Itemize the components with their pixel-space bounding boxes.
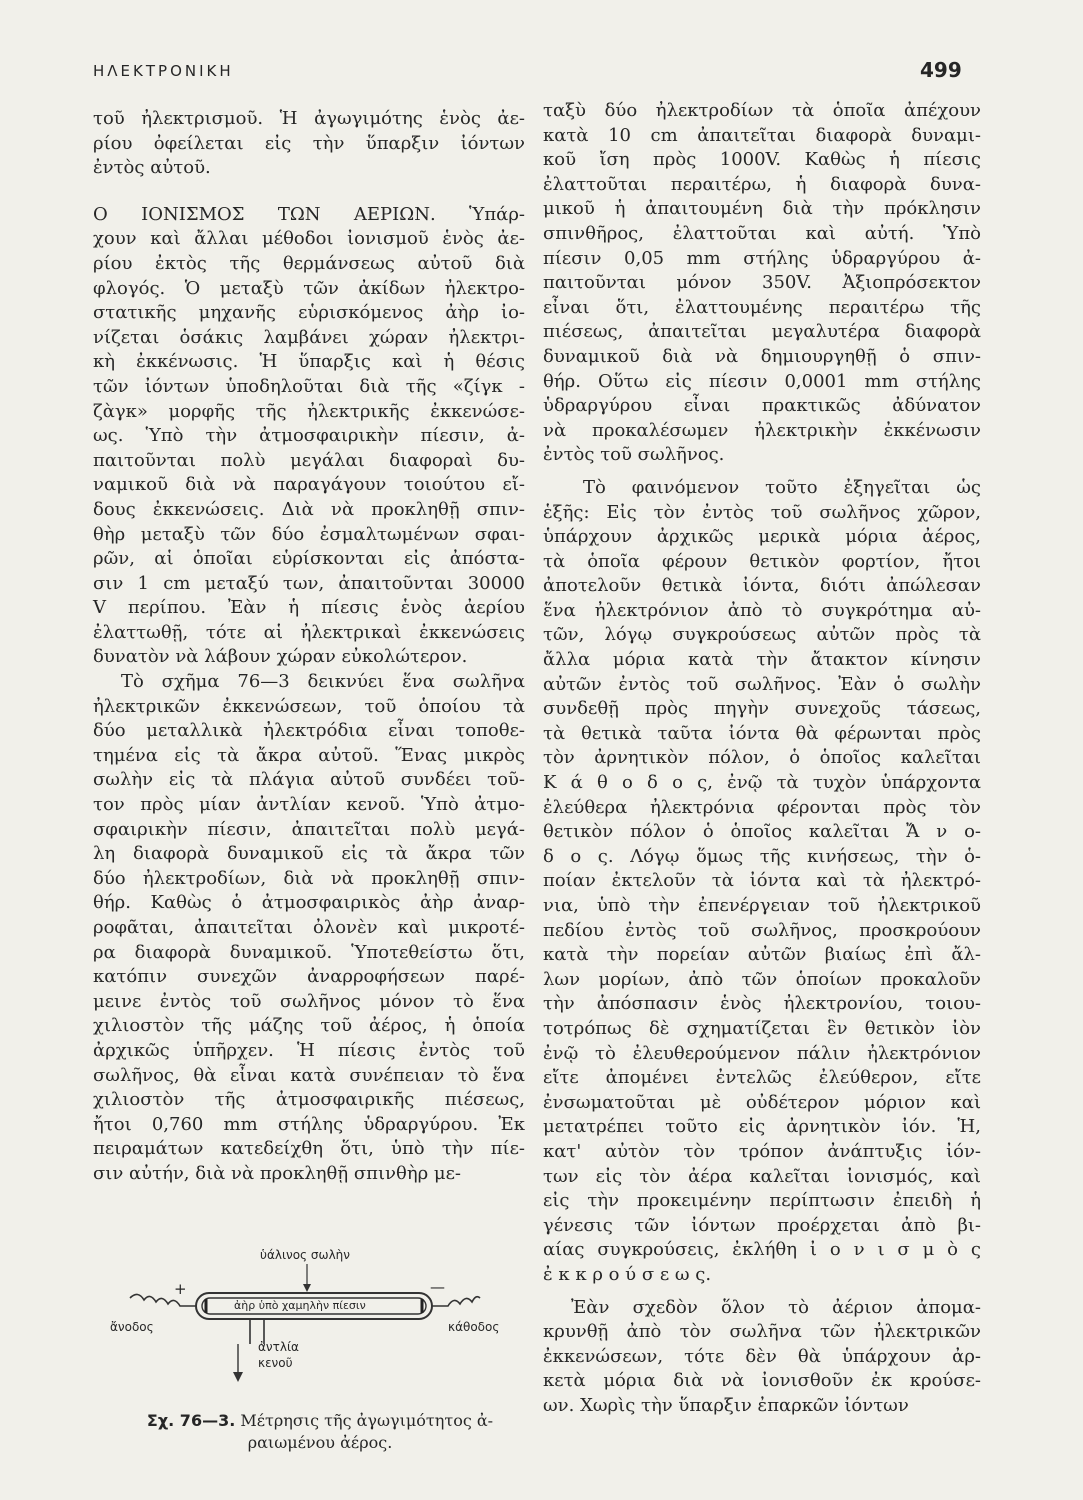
label-glass-tube: ὑάλινος σωλὴν (260, 1248, 350, 1262)
text-line: δύο μεταλλικὰ ἠλεκτρόδια εἶναι τοποθε- (93, 720, 525, 742)
text-line: χουν καὶ ἄλλαι μέθοδοι ἰονισμοῦ ἑνὸς ἀε- (93, 228, 525, 250)
text-line: ρίου ἐκτὸς τῆς θερμάνσεως αὐτοῦ διὰ (93, 252, 525, 274)
text-line: V περίπου. Ἐὰν ἡ πίεσις ἑνὸς ἀερίου (93, 597, 525, 619)
label-minus-sign: — (430, 1278, 445, 1296)
section-heading-line: Ο ΙΟΝΙΣΜΟΣ ΤΩΝ ΑΕΡΙΩΝ. Ὑπάρ- (93, 203, 525, 225)
text-line: παιτοῦνται μόνον 350V. Ἀξιοπρόσεκτον (543, 272, 981, 294)
text-line: ρα διαφορὰ δυναμικοῦ. Ὑποτεθείστω ὅτι, (93, 941, 525, 963)
text-line: ἐνσωματοῦται μὲ οὐδέτερον μόριον καὶ (543, 1091, 981, 1113)
text-line: Κ ά θ ο δ ο ς, ἐνῷ τὰ τυχὸν ὑπάρχοντα (543, 772, 981, 794)
text-line: χιλιοστὸν τῆς ἀτμοσφαιρικῆς πιέσεως, (93, 1089, 525, 1111)
text-line: ροφᾶται, ἀπαιτεῖται ὀλονὲν καὶ μικροτέ- (93, 917, 525, 938)
text-line: των εἰς τὸν ἀέρα καλεῖται ἰονισμός, καὶ (543, 1165, 981, 1187)
text-line: Τὸ φαινόμενον τοῦτο ἐξηγεῖται ὡς (583, 476, 981, 498)
text-line: χιλιοστὸν τῆς μάζης τοῦ ἀέρος, ἡ ὁποία (93, 1015, 525, 1037)
text-line: Τὸ σχῆμα 76—3 δεικνύει ἕνα σωλῆνα (121, 671, 525, 693)
text-line: νὰ προκαλέσωμεν ἠλεκτρικὴν ἐκκένωσιν (543, 419, 981, 441)
text-line: κοῦ ἴση πρὸς 1000V. Καθὼς ἡ πίεσις (543, 149, 981, 171)
text-line: ἀποτελοῦν θετικὰ ἰόντα, διότι ἀπώλεσαν (543, 575, 981, 597)
text-line: ἐλαττοῦται περαιτέρω, ἡ διαφορὰ δυνα- (543, 173, 981, 195)
text-line: ρίου ὀφείλεται εἰς τὴν ὕπαρξιν ἰόντων (93, 132, 525, 154)
text-line: κατόπιν συνεχῶν ἀναρροφήσεων παρέ- (93, 966, 525, 988)
text-line: ὑπάρχουν ἀρχικῶς μερικὰ μόρια ἀέρος, (543, 526, 981, 548)
text-line: ἐνῷ τὸ ἐλευθερούμενον πάλιν ἠλεκτρόνιον (543, 1042, 981, 1064)
text-line: εἴτε ἀπομένει ἐντελῶς ἐλεύθερον, εἴτε (543, 1067, 981, 1089)
text-line: εἶναι ὅτι, ἐλαττουμένης περαιτέρω τῆς (543, 296, 981, 318)
text-line: ἐκκενώσεων, τότε δὲν θὰ ὑπάρχουν ἀρ- (543, 1345, 981, 1367)
text-line: τοτρόπως δὲ σχηματίζεται ἓν θετικὸν ἰὸν (543, 1017, 981, 1039)
text-line: θετικὸν πόλον ὁ ὁποῖος καλεῖται Ἄ ν ο- (543, 821, 981, 843)
text-line: θήρ. Οὕτω εἰς πίεσιν 0,0001 mm στήλης (543, 370, 981, 392)
text-line: ἐλαττωθῇ, τότε αἱ ἠλεκτρικαὶ ἐκκενώσεις (93, 621, 525, 643)
text-line: γένεσις τῶν ἰόντων προέρχεται ἀπὸ βι- (543, 1214, 981, 1236)
text-line: πεδίου ἐντὸς τοῦ σωλῆνος, προσκρούουν (543, 919, 981, 941)
label-plus-sign: + (174, 1280, 187, 1298)
left-column (93, 107, 525, 1187)
text-line: στατικῆς μηχανῆς εὑρισκόμενος ἀὴρ ἰο- (93, 302, 525, 324)
label-anode: ἄνοδος (110, 1320, 154, 1334)
tube-pointer-head (303, 1284, 311, 1292)
text-line: λη διαφορὰ δυναμικοῦ εἰς τὰ ἄκρα τῶν (93, 843, 525, 865)
text-line: τῶν, λόγῳ συγκρούσεως αὐτῶν πρὸς τὰ (543, 624, 981, 646)
figure-discharge-tube (108, 1248, 528, 1408)
text-line: σιν 1 cm μεταξύ των, ἀπαιτοῦνται 30000 (93, 572, 525, 594)
label-pump-line2: κενοῦ (258, 1356, 293, 1370)
text-line: μετατρέπει τοῦτο εἰς ἀρνητικὸν ἰόν. Ἡ, (543, 1116, 981, 1138)
text-line: ναμικοῦ διὰ νὰ παραγάγουν τοιούτου εἴ- (93, 474, 525, 496)
text-line: ων. Χωρὶς τὴν ὕπαρξιν ἐπαρκῶν ἰόντων (543, 1394, 909, 1416)
text-line: δύο ἠλεκτροδίων, διὰ νὰ προκληθῇ σπιν- (93, 867, 525, 889)
text-line: ὑδραργύρου εἶναι πρακτικῶς ἀδύνατον (543, 395, 981, 417)
text-line: κρυνθῇ ἀπὸ τὸν σωλῆνα τῶν ἠλεκτρικῶν (543, 1321, 981, 1343)
running-title: ΗΛΕΚΤΡΟΝΙΚΗ (93, 62, 234, 80)
text-line: συνδεθῇ πρὸς πηγὴν συνεχοῦς τάσεως, (543, 698, 981, 720)
text-line: ἠλεκτρικῶν ἐκκενώσεων, τοῦ ὁποίου τὰ (93, 695, 525, 717)
text-line: κετὰ μόρια διὰ νὰ ἰονισθοῦν ἐκ κρούσε- (543, 1370, 981, 1392)
text-line: δους ἐκκενώσεις. Διὰ νὰ προκληθῇ σπιν- (93, 498, 525, 520)
caption-text-2: ραιωμένου ἀέρος. (247, 1433, 393, 1452)
text-line: ἑξῆς: Εἰς τὸν ἐντὸς τοῦ σωλῆνος χῶρον, (543, 501, 981, 523)
text-line: τημένα εἰς τὰ ἄκρα αὐτοῦ. Ἕνας μικρὸς (93, 744, 525, 766)
text-line: παιτοῦνται πολὺ μεγάλαι διαφοραὶ δυ- (93, 449, 525, 471)
text-line: δυναμικοῦ διὰ νὰ δημιουργηθῇ ὁ σπιν- (543, 345, 981, 367)
right-column (543, 99, 981, 1418)
text-line: σπινθῆρος, ἐλαττοῦται καὶ αὐτή. Ὑπὸ (543, 222, 981, 244)
text-line: ἀρχικῶς ὑπῆρχεν. Ἡ πίεσις ἐντὸς τοῦ (93, 1039, 525, 1061)
text-line: σιν αὐτήν, διὰ νὰ προκληθῇ σπινθὴρ με- (93, 1162, 462, 1184)
text-line: αὐτῶν ἐντὸς τοῦ σωλῆνος. Ἐὰν ὁ σωλὴν (543, 673, 981, 695)
text-line: ἕνα ἠλεκτρόνιον ἀπὸ τὸ συγκρότημα αὐ- (543, 599, 981, 621)
pump-arrow-head (233, 1372, 243, 1382)
text-line: τὰ ὁποῖα φέρουν θετικὸν φορτίον, ἤτοι (543, 550, 981, 572)
text-line: δ ο ς. Λόγῳ ὅμως τῆς κινήσεως, τὴν ὁ- (543, 845, 981, 867)
text-line: τὴν ἀπόσπασιν ἑνὸς ἠλεκτρονίου, τοιου- (543, 993, 981, 1015)
caption-number: Σχ. 76—3. (146, 1411, 236, 1430)
caption-text-1: Μέτρησις τῆς ἀγωγιμότητος ἀ- (240, 1411, 494, 1430)
label-cathode: κάθοδος (448, 1320, 500, 1334)
cathode-wire (432, 1297, 480, 1306)
figure-caption (110, 1410, 530, 1454)
text-line: κὴ ἐκκένωσις. Ἡ ὕπαρξις καὶ ἡ θέσις (93, 351, 525, 373)
text-line: κατὰ 10 cm ἀπαιτεῖται διαφορὰ δυναμι- (543, 124, 981, 146)
text-line: ἄλλα μόρια κατὰ τὴν ἄτακτον κίνησιν (543, 649, 981, 671)
text-line: εἰς τὴν προκειμένην περίπτωσιν ἐπειδὴ ἡ (543, 1190, 981, 1212)
text-line: ως. Ὑπὸ τὴν ἀτμοσφαιρικὴν πίεσιν, ἀ- (93, 425, 525, 447)
text-line: νίζεται ὁσάκις λαμβάνει χώραν ἠλεκτρι- (93, 326, 525, 348)
text-line: πίεσιν 0,05 mm στήλης ὑδραργύρου ἀ- (543, 247, 981, 269)
text-line: ταξὺ δύο ἠλεκτροδίων τὰ ὁποῖα ἀπέχουν (543, 100, 981, 121)
text-line: τῶν ἰόντων ὑποδηλοῦται διὰ τῆς «ζίγκ - (93, 375, 525, 397)
text-line: Ἐὰν σχεδὸν ὅλον τὸ ἀέριον ἀπομα- (571, 1296, 981, 1318)
text-line: κατὰ τὴν πορείαν αὐτῶν βιαίως ἐπὶ ἄλ- (543, 944, 981, 966)
text-line: λων μορίων, ἀπὸ τῶν ὁποίων προκαλοῦν (543, 968, 981, 990)
page-number: 499 (920, 58, 962, 82)
text-line: αίας συγκρούσεις, ἐκλήθη ἰ ο ν ι σ μ ὸ ς (543, 1239, 981, 1261)
text-line: ζὰγκ» μορφῆς τῆς ἠλεκτρικῆς ἐκκενώσε- (93, 400, 525, 422)
text-line: κατ' αὐτὸν τὸν τρόπον ἀνάπτυξις ἰόν- (543, 1140, 981, 1162)
text-line: θήρ. Καθὼς ὁ ἀτμοσφαιρικὸς ἀὴρ ἀναρ- (93, 892, 525, 914)
text-line: σωλὴν εἰς τὰ πλάγια αὐτοῦ συνδέει τοῦ- (93, 769, 525, 791)
text-line: σωλῆνος, θὰ εἶναι κατὰ συνέπειαν τὸ ἕνα (93, 1064, 525, 1086)
text-line: πιέσεως, ἀπαιτεῖται μεγαλυτέρα διαφορὰ (543, 321, 981, 343)
text-line: ἤτοι 0,760 mm στήλης ὑδραργύρου. Ἐκ (93, 1113, 525, 1135)
text-line: τὸν ἀρνητικὸν πόλον, ὁ ὁποῖος καλεῖται (543, 747, 981, 769)
text-line: μεινε ἐντὸς τοῦ σωλῆνος μόνον τὸ ἕνα (93, 990, 525, 1012)
text-line: ρῶν, αἱ ὁποῖαι εὑρίσκονται εἰς ἀπόστα- (93, 548, 525, 570)
text-line: ἐντὸς αὐτοῦ. (93, 157, 211, 179)
label-pump-line1: ἀντλία (258, 1340, 299, 1354)
label-low-pressure-air: ἀὴρ ὑπὸ χαμηλὴν πίεσιν (234, 1299, 366, 1312)
text-line: τοῦ ἠλεκτρισμοῦ. Ἡ ἀγωγιμότης ἑνὸς ἀε- (93, 108, 525, 129)
text-line: φλογός. Ὁ μεταξὺ τῶν ἀκίδων ἠλεκτρο- (93, 277, 525, 299)
text-line: ποίαν ἐκτελοῦν τὰ ἰόντα καὶ τὰ ἠλεκτρό- (543, 870, 981, 892)
text-line: πειραμάτων κατεδείχθη ὅτι, ὑπὸ τὴν πίε- (93, 1138, 525, 1160)
text-line: μικοῦ ἡ ἀπαιτουμένη διὰ τὴν πρόκλησιν (543, 198, 981, 220)
text-line: τον πρὸς μίαν ἀντλίαν κενοῦ. Ὑπὸ ἀτμο- (93, 794, 525, 816)
text-line: νια, ὑπὸ τὴν ἐπενέργειαν τοῦ ἠλεκτρικοῦ (543, 895, 981, 916)
text-line: τὰ θετικὰ ταῦτα ἰόντα θὰ φέρωνται πρὸς (543, 722, 981, 744)
text-line: ἐ κ κ ρ ο ύ σ ε ω ς. (543, 1263, 712, 1285)
text-line: ἐλεύθερα ἠλεκτρόνια φέρονται πρὸς τὸν (543, 796, 981, 818)
text-line: δυνατὸν νὰ λάβουν χώραν εὐκολώτερον. (93, 646, 468, 668)
text-line: σφαιρικὴν πίεσιν, ἀπαιτεῖται πολὺ μεγά- (93, 818, 525, 840)
text-line: θὴρ μεταξὺ τῶν δύο ἐσμαλτωμένων σφαι- (93, 523, 525, 545)
text-line: ἐντὸς τοῦ σωλῆνος. (543, 444, 725, 466)
